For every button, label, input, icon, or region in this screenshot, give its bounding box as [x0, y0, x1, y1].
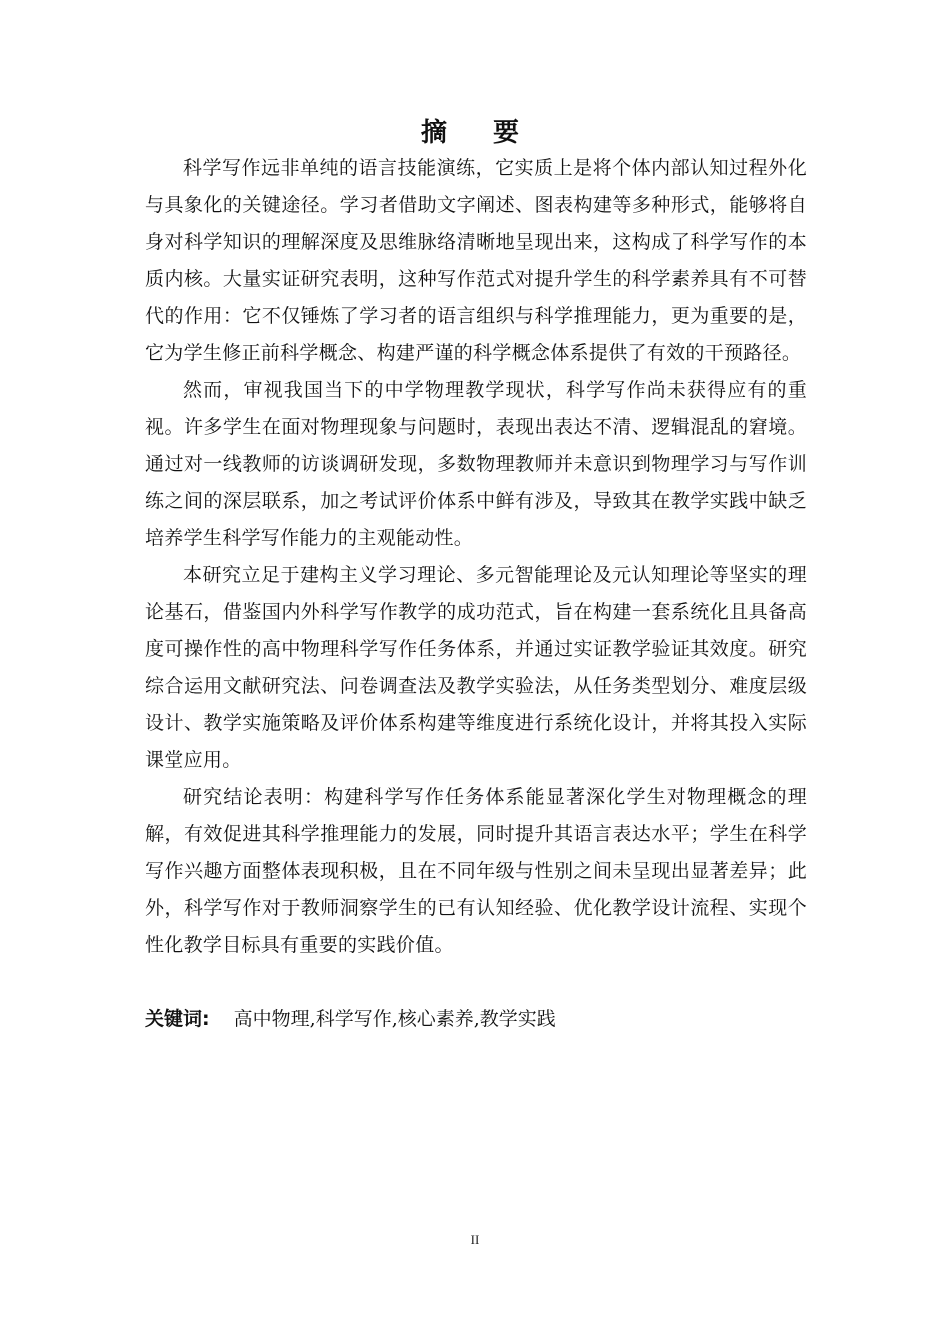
abstract-paragraph-3: 本研究立足于建构主义学习理论、多元智能理论及元认知理论等坚实的理论基石，借鉴国内外科学写作教学的成功范式，旨在构建一套系统化且具备高度可操作性的高中物理科学写作任务体系，并通过实证教学验证其效度。研究综合运用文献研究法、问卷调查法及教学实验法，从任务类型划分、难度层级设计、教学实施策略及评价体系构建等维度进行系统化设计，并将其投入实际课堂应用。: [145, 564, 807, 771]
abstract-title: 摘 要: [420, 118, 529, 148]
abstract-body: [145, 150, 807, 964]
abstract-paragraph-1: 科学写作远非单纯的语言技能演练，它实质上是将个体内部认知过程外化与具象化的关键途径。学习者借助文字阐述、图表构建等多种形式，能够将自身对科学知识的理解深度及思维脉络清晰地呈现出来，这构成了科学写作的本质内核。大量实证研究表明，这种写作范式对提升学生的科学素养具有不可替代的作用：它不仅锤炼了学习者的语言组织与科学推理能力，更为重要的是，它为学生修正前科学概念、构建严谨的科学概念体系提供了有效的干预路径。: [145, 157, 807, 364]
page-number: II: [470, 1232, 480, 1247]
abstract-paragraph-4: 研究结论表明：构建科学写作任务体系能显著深化学生对物理概念的理解，有效促进其科学推理能力的发展，同时提升其语言表达水平；学生在科学写作兴趣方面整体表现积极，且在不同年级与性别之间未呈现出显著差异；此外，科学写作对于教师洞察学生的已有认知经验、优化教学设计流程、实现个性化教学目标具有重要的实践价值。: [145, 786, 807, 956]
abstract-paragraph-2: 然而，审视我国当下的中学物理教学现状，科学写作尚未获得应有的重视。许多学生在面对物理现象与问题时，表现出表达不清、逻辑混乱的窘境。通过对一线教师的访谈调研发现，多数物理教师并未意识到物理学习与写作训练之间的深层联系，加之考试评价体系中鲜有涉及，导致其在教学实践中缺乏培养学生科学写作能力的主观能动性。: [145, 379, 807, 549]
keywords-label: 关键词:: [145, 1008, 210, 1030]
keywords-value: 高中物理,科学写作,核心素养,教学实践: [233, 1008, 556, 1030]
keywords-line: [145, 1005, 807, 1033]
